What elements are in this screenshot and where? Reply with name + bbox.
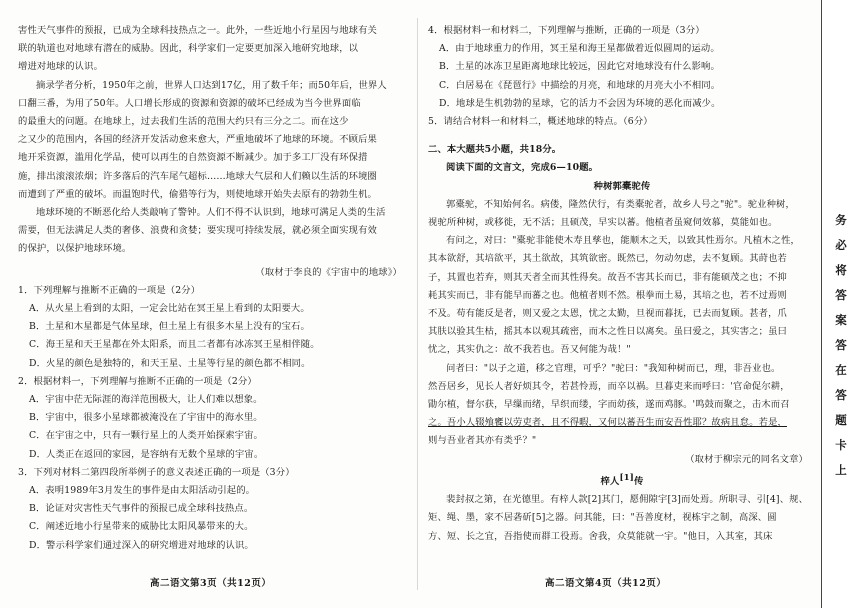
column-divider [417,18,418,590]
classical-text-line: 方、短、长之宜，吾指使而群工役焉。舍我，众莫能就一宇。"他日，入其室，其床 [428,530,773,542]
passage-line: 增进对地球的认识。 [18,61,104,73]
passage-line: 联的轨道也对地球有潜在的威胁。因此，科学家们一定要更加深入地研究地球，以 [18,43,359,55]
question-2-option-d: D．人类正在返回的家园，是容纳有无数个星球的宇宙。 [29,448,264,460]
question-2-stem: 2．根据材料一，下列理解与推断不正确的一项是（2分） [18,375,257,387]
sidebar-char: 题 [835,413,847,427]
page-footer-right: 高二语文第4页（共12页） [545,578,667,589]
classical-text-line: 视驼所种树，或移徙，无不活；且硕茂，早实以蕃。他植者虽窥伺效慕，莫能如也。 [428,217,778,229]
classical-text-line: 不及。苟有能反是者，则又爱之太恩，忧之太勤，旦视而暮抚，已去而复顾。甚者，爪 [428,308,787,320]
classical-text-line: 忧之，其实仇之：故不我若也。吾又何能为哉！" [428,344,631,356]
question-1-option-d: D．火星的颜色是独特的，和天王星、土星等行星的颜色都不相同。 [29,357,311,369]
classical-text-line: 然吾居乡，见长人者好烦其令，若甚怜焉，而卒以祸。旦暮吏来而呼曰：'官命促尔耕， [428,380,790,392]
classical-text-line: 矩、绳、墨，家不居砻斫[5]之器。问其能，曰："吾善度材，视栋宇之制，高深、圆 [428,512,777,524]
answer-sheet-sidebar [821,0,860,608]
passage-line: 而遭到了严重的破坏。而温饱时代，偷猎等行为，则使地球开始失去原有的勃勃生机。 [18,188,377,200]
passage-line: 摘录学者分析，1950年之前，世界人口达到17亿，用了数千年；而50年后，世界人 [36,79,387,91]
classical-text-line: 子，其置也若弃，则其天者全而其性得矣。故吾不害其长而已，非有能硕茂之也；不抑 [428,271,787,283]
passage-title-1: 种树郭橐驼传 [593,180,651,192]
question-1-stem: 1．下列理解与推断不正确的一项是（2分） [18,284,201,296]
passage-line: 之又少的范围内，各国的经济开发活动愈来愈大，严重地破坏了地球的环境。不顾后果 [18,134,377,146]
passage-title-2 [428,469,816,491]
question-1-option-b: B．土星和木星都是气体星球，但土星上有很多木星上没有的宝石。 [29,321,310,333]
question-4-option-b: B．土星的冰冻卫星距离地球比较远，因此它对地球没有什么影响。 [439,61,720,73]
classical-text-line: 则与吾业者其亦有类乎？" [428,435,537,447]
passage-line: 施，排出滚滚浓烟；许多落后的汽车尾气超标……地球大气层和人们赖以生活的环境圈 [18,170,377,182]
sidebar-char: 案 [835,313,847,327]
question-1-option-a: A．从火星上看到的太阳，一定会比站在冥王星上看到的太阳要大。 [29,303,310,315]
passage-title-2-suffix: 传 [634,475,644,487]
classical-text-line: 郭橐驼，不知始何名。病偻，隆然伏行，有类橐驼者，故乡人号之"驼"。驼业种树， [446,198,795,210]
question-1-option-c: C．海王星和天王星都在外太阳系，而且二者都有冰冻冥王星相伴随。 [29,339,320,351]
section-2-heading: 二、本大题共5小题，共18分。 [428,144,562,156]
sidebar-notice [830,208,852,483]
question-2-option-a: A．宇宙中茫无际涯的海洋范围极大，让人们难以想象。 [29,394,263,406]
passage-title-2-main: 梓人 [600,475,620,487]
sidebar-char: 卡 [835,438,847,452]
sidebar-char: 将 [835,263,847,277]
question-2-option-c: C．在宇宙之中，只有一颗行星上的人类开始探索宇宙。 [29,430,263,442]
question-4-option-d: D．地球是生机勃勃的星球，它的活力不会因为环境的恶化而减少。 [439,97,721,109]
classical-text-line: 有问之，对曰："橐驼非能使木寿且孳也，能顺木之天，以致其性焉尔。凡植木之性， [446,235,800,247]
passage-line: 害性天气事件的预报，已成为全球科技热点之一。此外，一些近地小行星因与地球有关 [18,25,377,36]
sidebar-char: 答 [835,338,847,352]
page-footer-left: 高二语文第3页（共12页） [150,578,272,589]
passage-line: 地球环境的不断恶化给人类敲响了警钟。人们不得不认识到，地球可满足人类的生活 [36,207,386,219]
classical-text-line: 其本欲舒，其培欲平，其土欲故，其筑欲密。既然已，勿动勿虑，去不复顾。其莳也若 [428,253,787,265]
classical-text-line: 耗其实而已，非有能早而蕃之也。他植者则不然。根拳而土易，其培之也，若不过焉则 [428,289,787,301]
underlined-text-line: 之。吾小人辍飧饔以劳吏者，且不得暇，又何以蕃吾生而安吾性耶？故病且怠。若是， [428,417,787,429]
sidebar-char: 答 [835,388,847,402]
question-5-stem: 5．请结合材料一和材料二，概述地球的特点。（6分） [428,116,653,128]
passage-line: 的最重大的问题。在地球上，过去我们生活的范围大约只有三分之二。而在这少 [18,116,349,128]
question-3-stem: 3．下列对材料二第四段所举例子的意义表述正确的一项是（3分） [18,466,295,478]
question-4-option-c: C．白居易在《琵琶行》中描绘的月亮，和地球的月亮大小不相同。 [439,79,721,91]
sidebar-char: 在 [835,363,847,377]
source-citation: （取材于李良的《宇宙中的地球》） [255,266,402,278]
passage-line: 的保护，以保护地球环境。 [18,243,132,255]
classical-text-line: 其肤以验其生枯，摇其本以观其疏密，而木之性日以离矣。虽曰爱之，其实害之；虽曰 [428,326,787,338]
question-4-option-a: A．由于地球重力的作用，冥王星和海王星都做着近似圆周的运动。 [439,43,720,55]
source-citation: （取材于柳宗元的同名文章） [685,453,808,465]
question-3-option-c: C．阐述近地小行星带来的威胁比太阳风暴带来的大。 [29,521,254,533]
sidebar-char: 上 [835,463,847,477]
classical-text-line: 裴封叔之第，在光德里。有梓人款[2]其门，愿佣隙宇[3]而处焉。所职寻、引[4]、规、 [446,494,809,506]
question-3-option-d: D．警示科学家们通过深入的研究增进对地球的认识。 [29,539,254,551]
footnote-marker: [1] [619,472,634,483]
passage-line: 地开采资源，滥用化学品，使可以再生的自然资源不断减少。加于多工厂没有环保措 [18,152,368,164]
question-3-option-b: B．论证对灾害性天气事件的预报已成全球科技热点。 [29,503,254,515]
classical-text-line: 勖尔植，督尔获，早缫而绪，早织而缕，字而幼孩，遂而鸡豚。'鸣鼓而聚之，击木而召 [428,399,790,411]
sidebar-char: 必 [835,238,847,252]
right-column [428,22,816,608]
sidebar-char: 务 [835,213,847,227]
classical-text-line: 问者曰："以子之道，移之官理，可乎？"驼曰："我知种树而已，理，非吾业也。 [446,362,781,374]
sidebar-char: 答 [835,288,847,302]
question-3-option-a: A．表明1989年3月发生的事件是由太阳活动引起的。 [29,485,256,497]
passage-line: 口翻三番，为用了50年。人口增长形成的资源和资源的破坏已经成为当今世界面临 [18,97,361,109]
question-2-option-b: B．宇宙中，很多小星球都被淹没在了宇宙中的海水里。 [29,412,263,424]
left-column [18,22,410,608]
reading-instruction: 阅读下面的文言文，完成6—10题。 [446,162,599,174]
question-4-stem: 4．根据材料一和材料二，下列理解与推断，正确的一项是（3分） [428,25,705,36]
passage-line: 需要，但无法满足人类的奢侈、浪费和贪婪；要实现可持续发展，就必须全面实现有效 [18,225,377,237]
